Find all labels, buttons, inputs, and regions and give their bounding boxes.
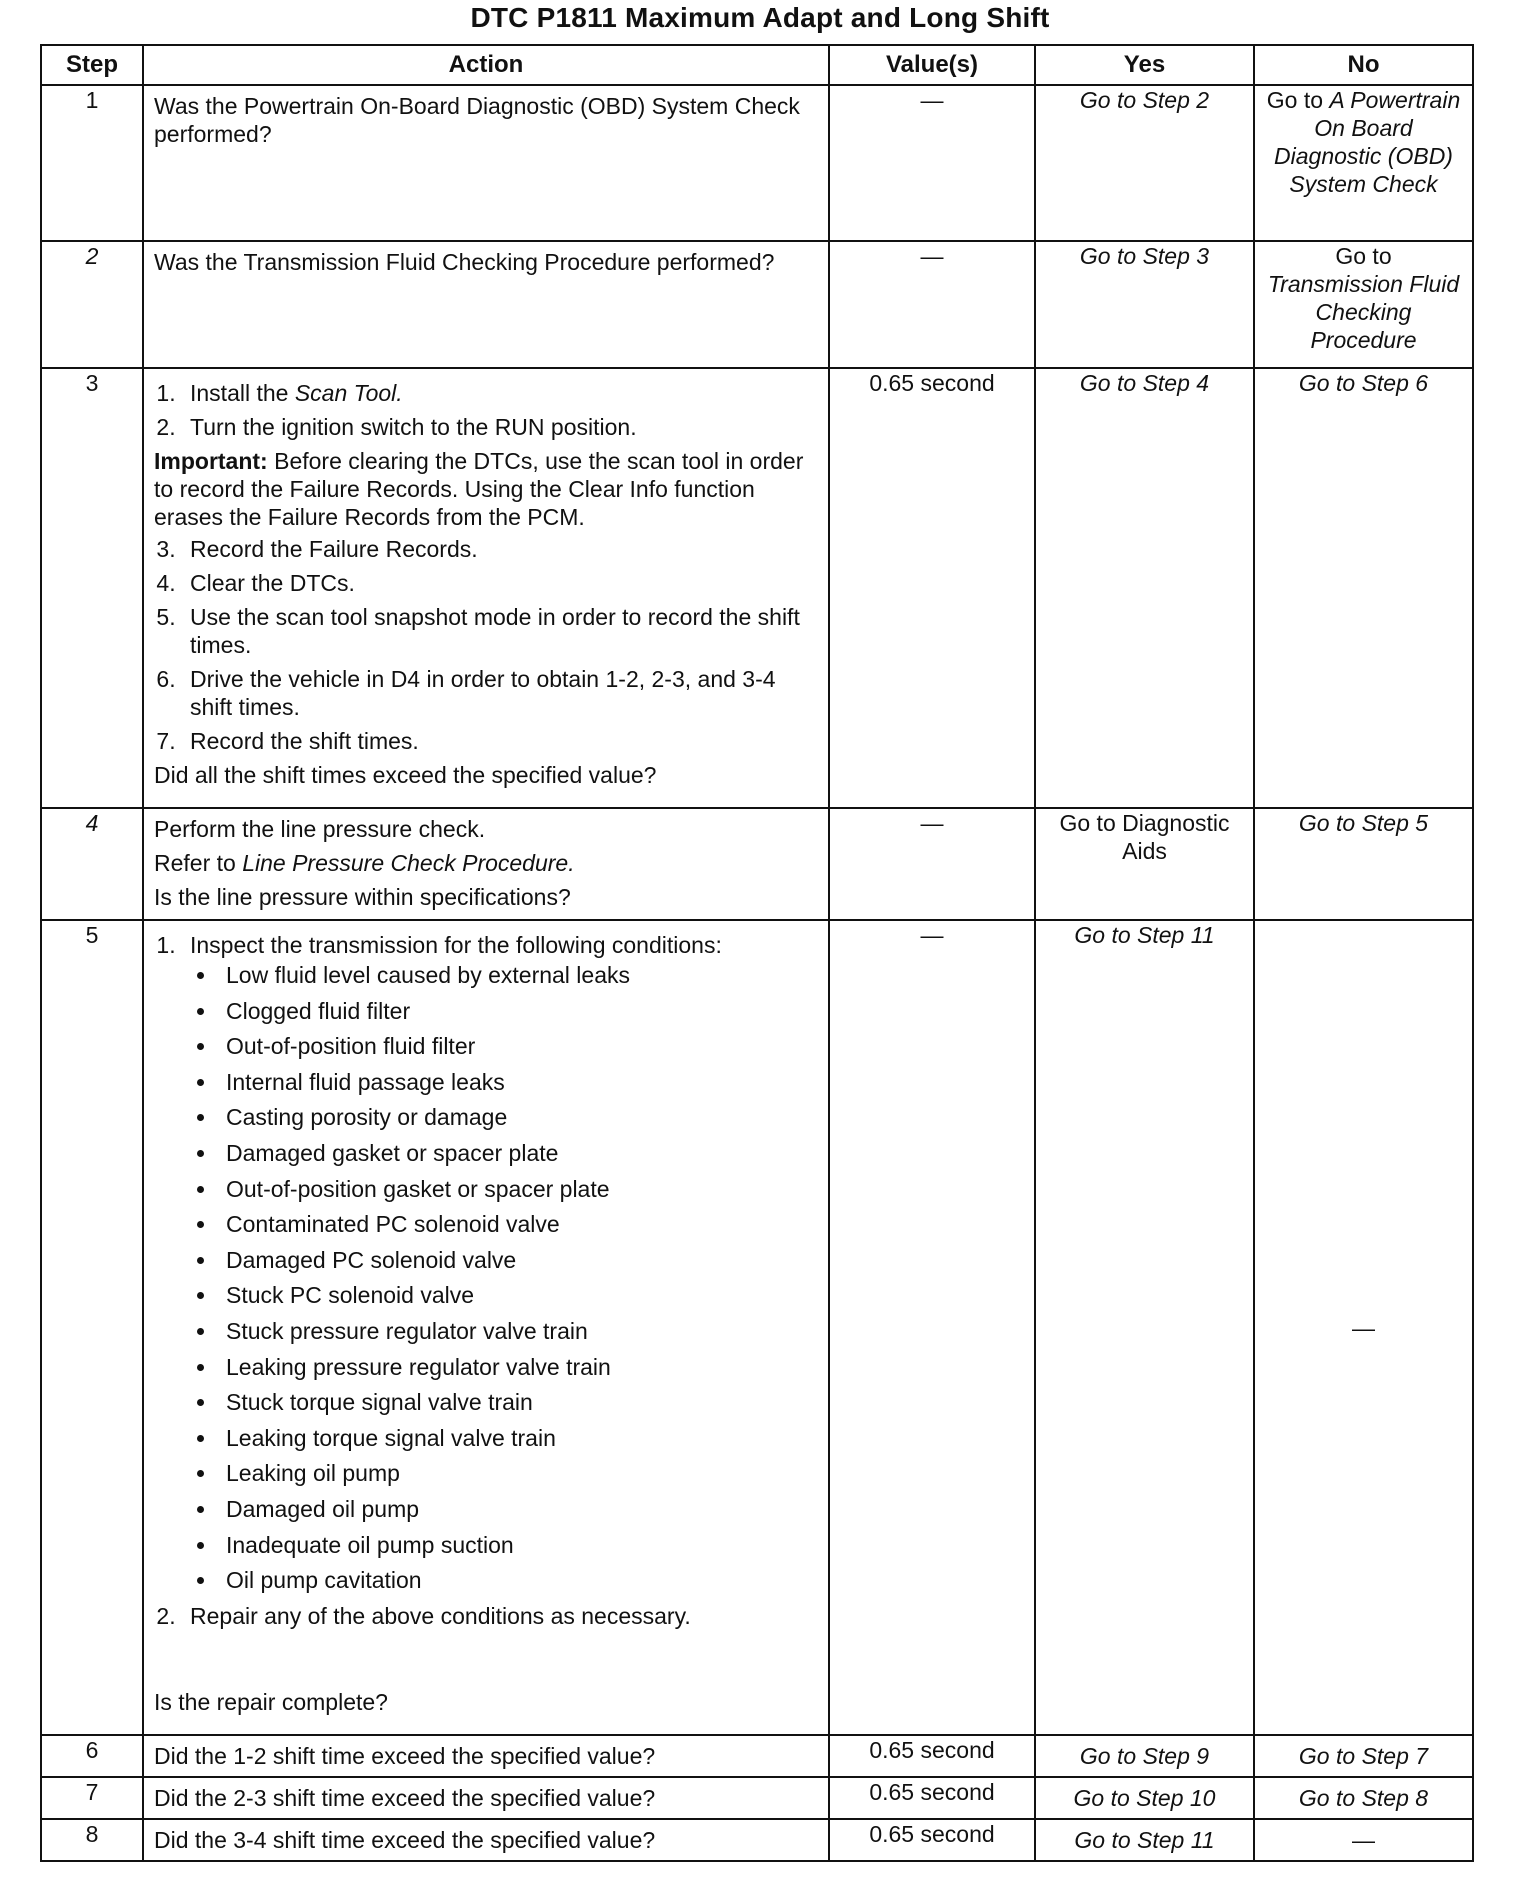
no-link: —	[1254, 920, 1473, 1735]
table-row-step-4	[41, 808, 1473, 920]
yes-link[interactable]: Go to Step 2	[1035, 85, 1254, 241]
condition-item: • Clogged fluid filter	[218, 997, 818, 1025]
conditions-list	[190, 961, 818, 1594]
condition-item: • Out-of-position gasket or spacer plate	[218, 1175, 818, 1203]
condition-item: • Casting porosity or damage	[218, 1103, 818, 1131]
diagnostic-table	[40, 44, 1474, 1862]
yes-link[interactable]: Go to Step 9	[1035, 1735, 1254, 1777]
action-text: Did the 1-2 shift time exceed the specified value?	[143, 1735, 829, 1777]
important-note: Important: Before clearing the DTCs, use the scan tool in order to record the Failure Records. Using the Clear Info function erases the Failure Records from the PCM.	[154, 448, 804, 530]
condition-item: • Stuck torque signal valve train	[218, 1388, 818, 1416]
table-row-step-2	[41, 241, 1473, 368]
step-number: 3	[41, 368, 143, 808]
table-row-step-1	[41, 85, 1473, 241]
header-values: Value(s)	[829, 45, 1035, 85]
step-number: 1	[41, 85, 143, 241]
step-number: 6	[41, 1735, 143, 1777]
condition-item: • Stuck PC solenoid valve	[218, 1281, 818, 1309]
header-action: Action	[143, 45, 829, 85]
action-text: Was the Transmission Fluid Checking Procedure performed?	[143, 241, 829, 368]
condition-item: • Leaking oil pump	[218, 1459, 818, 1487]
value-cell: 0.65 second	[829, 1819, 1035, 1861]
page-title: DTC P1811 Maximum Adapt and Long Shift	[470, 2, 1050, 33]
no-link[interactable]: Go to A Powertrain On Board Diagnostic (OBD) System Check	[1254, 85, 1473, 241]
list-item: 1. Install the Scan Tool.	[182, 379, 818, 407]
value-cell: —	[829, 920, 1035, 1735]
no-link[interactable]: Go to Transmission Fluid Checking Procedure	[1254, 241, 1473, 368]
action-text: Perform the line pressure check. Refer to Line Pressure Check Procedure. Is the line pressure within specifications?	[143, 808, 829, 920]
step-number: 4	[41, 808, 143, 920]
list-item: 4. Clear the DTCs.	[182, 569, 818, 597]
condition-item: • Leaking torque signal valve train	[218, 1424, 818, 1452]
no-link[interactable]: Go to Step 5	[1254, 808, 1473, 920]
step-number: 7	[41, 1777, 143, 1819]
condition-item: • Leaking pressure regulator valve train	[218, 1353, 818, 1381]
list-item: 2. Repair any of the above conditions as necessary.	[182, 1602, 818, 1630]
value-cell: 0.65 second	[829, 1735, 1035, 1777]
action-text: Did the 3-4 shift time exceed the specified value?	[143, 1819, 829, 1861]
yes-link[interactable]: Go to Step 11	[1035, 1819, 1254, 1861]
step-number: 8	[41, 1819, 143, 1861]
list-item: 1. Inspect the transmission for the following conditions: • Low fluid level caused by external leaks • Clogged fluid filter • Out-of-position fluid filter • Internal fluid passage leaks • Casting porosity or damage • Damaged gasket or spacer plate • Out-of-position gasket or spacer plate • Contaminated PC solenoid valve • Damaged PC solenoid valve • Stuck PC solenoid valve • Stuck pressure regulator valve train • Leaking pressure regulator valve train • Stuck torque signal valve train • Leaking torque signal valve train • Leaking oil pump • Damaged oil pump • Inadequate oil pump suction • Oil pump cavitation	[182, 931, 818, 1594]
header-row	[41, 45, 1473, 85]
yes-link[interactable]: Go to Step 4	[1035, 368, 1254, 808]
no-link[interactable]: Go to Step 7	[1254, 1735, 1473, 1777]
condition-item: • Oil pump cavitation	[218, 1566, 818, 1594]
value-cell: 0.65 second	[829, 368, 1035, 808]
yes-link[interactable]: Go to Step 11	[1035, 920, 1254, 1735]
yes-link[interactable]: Go to Step 3	[1035, 241, 1254, 368]
table-row-step-5	[41, 920, 1473, 1735]
list-item: 3. Record the Failure Records.	[182, 535, 818, 563]
procedure-list	[154, 379, 818, 441]
condition-item: • Out-of-position fluid filter	[218, 1032, 818, 1060]
header-step: Step	[41, 45, 143, 85]
table-row-step-6	[41, 1735, 1473, 1777]
list-item: 5. Use the scan tool snapshot mode in order to record the shift times.	[182, 603, 818, 659]
question-text: Did all the shift times exceed the specified value?	[154, 762, 657, 788]
step-number: 5	[41, 920, 143, 1735]
action-text: Was the Powertrain On-Board Diagnostic (OBD) System Check performed?	[143, 85, 829, 241]
header-no: No	[1254, 45, 1473, 85]
question-text: Is the repair complete?	[154, 1688, 388, 1715]
condition-item: • Damaged PC solenoid valve	[218, 1246, 818, 1274]
action-text	[143, 920, 829, 1735]
value-cell: —	[829, 241, 1035, 368]
no-link[interactable]: Go to Step 6	[1254, 368, 1473, 808]
value-cell: —	[829, 85, 1035, 241]
table-row-step-8	[41, 1819, 1473, 1861]
no-link[interactable]: Go to Step 8	[1254, 1777, 1473, 1819]
condition-item: • Stuck pressure regulator valve train	[218, 1317, 818, 1345]
list-item: 6. Drive the vehicle in D4 in order to obtain 1-2, 2-3, and 3-4 shift times.	[182, 665, 818, 721]
yes-link[interactable]: Go to Step 10	[1035, 1777, 1254, 1819]
list-item: 7. Record the shift times.	[182, 727, 818, 755]
procedure-list	[154, 931, 818, 1630]
condition-item: • Damaged oil pump	[218, 1495, 818, 1523]
table-row-step-3	[41, 368, 1473, 808]
value-cell: 0.65 second	[829, 1777, 1035, 1819]
yes-link[interactable]: Go to Diagnostic Aids	[1035, 808, 1254, 920]
table-row-step-7	[41, 1777, 1473, 1819]
header-yes: Yes	[1035, 45, 1254, 85]
step-number: 2	[41, 241, 143, 368]
condition-item: • Contaminated PC solenoid valve	[218, 1210, 818, 1238]
condition-item: • Low fluid level caused by external leaks	[218, 961, 818, 989]
value-cell: —	[829, 808, 1035, 920]
no-link: —	[1254, 1819, 1473, 1861]
condition-item: • Internal fluid passage leaks	[218, 1068, 818, 1096]
list-item: 2. Turn the ignition switch to the RUN position.	[182, 413, 818, 441]
action-text: Did the 2-3 shift time exceed the specified value?	[143, 1777, 829, 1819]
condition-item: • Inadequate oil pump suction	[218, 1531, 818, 1559]
procedure-list	[154, 535, 818, 755]
condition-item: • Damaged gasket or spacer plate	[218, 1139, 818, 1167]
action-text	[143, 368, 829, 808]
